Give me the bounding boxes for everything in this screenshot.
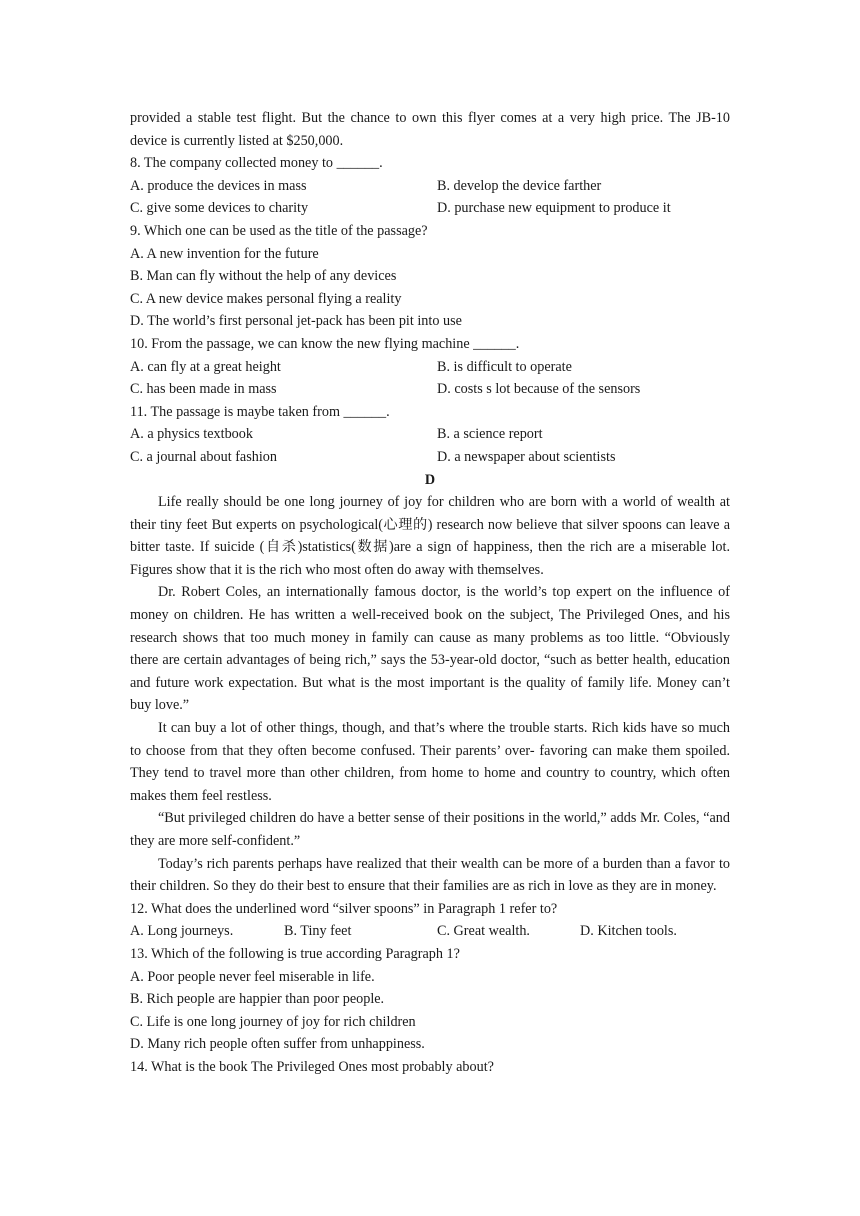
question-11-options-row-1 [130, 423, 730, 446]
question-10-stem: 10. From the passage, we can know the new flying machine ______. [130, 335, 520, 352]
question-13-option-d: D. Many rich people often suffer from unhappiness. [130, 1036, 425, 1053]
passage-d-paragraph-4: “But privileged children do have a better sense of their positions in the world,” adds Mr. Coles, “and they are more self-confident.” [130, 810, 730, 849]
document-page [130, 107, 730, 1079]
question-8-option-c: C. give some devices to charity [130, 200, 309, 217]
question-12-option-a: A. Long journeys. [130, 923, 234, 940]
question-12-options-row [130, 920, 730, 943]
question-10-option-c: C. has been made in mass [130, 381, 277, 398]
passage-d-paragraph-5: Today’s rich parents perhaps have realized that their wealth can be more of a burden than a favor to their children. So they do their best to ensure that their families are as rich in love as they are in money. [130, 855, 730, 895]
question-9-option-a: A. A new invention for the future [130, 245, 319, 262]
section-d-heading: D [424, 471, 436, 488]
question-11-option-c: C. a journal about fashion [130, 448, 277, 465]
question-13-option-a: A. Poor people never feel miserable in life. [130, 968, 375, 985]
question-14-stem: 14. What is the book The Privileged Ones most probably about? [130, 1058, 494, 1075]
question-9-option-d: D. The world’s first personal jet-pack has been pit into use [130, 313, 462, 330]
passage-d-paragraph-2: Dr. Robert Coles, an internationally famous doctor, is the world’s top expert on the influence of money on children. He has written a well-received book on the subject, The Privileged Ones, and his research shows that too much money in family can cause as many problems as too little. “Obviously there are certain advantages of being rich,” says the 53-year-old doctor, “such as better health, education and future work expectation. But what is the most important is the quality of family life. Money can’t buy love.” [130, 584, 730, 714]
question-8-stem: 8. The company collected money to ______. [130, 155, 383, 172]
question-10-option-b: B. is difficult to operate [437, 358, 572, 375]
question-8-option-b: B. develop the device farther [437, 177, 602, 194]
question-10-options-row-2 [130, 378, 730, 401]
question-12-option-d: D. Kitchen tools. [580, 923, 677, 940]
question-8-options-row-1 [130, 175, 730, 198]
passage-c-tail: provided a stable test flight. But the chance to own this flyer comes at a very high price. The JB-10 device is currently listed at $250,000. [130, 110, 730, 149]
question-13-option-c: C. Life is one long journey of joy for rich children [130, 1013, 416, 1030]
question-11-option-a: A. a physics textbook [130, 426, 253, 443]
question-10-options-row-1 [130, 356, 730, 379]
passage-d-paragraph-1: Life really should be one long journey of joy for children who are born with a world of wealth at their tiny feet But experts on psychological(心理的) research now believe that silver spoons can leave a bitter taste. If suicide (自杀)statistics(数据)are a sign of happiness, then the rich are a miserable lot. Figures show that it is the rich who most often do away with themselves. [130, 494, 730, 578]
question-11-option-b: B. a science report [437, 426, 543, 443]
question-8-option-d: D. purchase new equipment to produce it [437, 200, 671, 217]
question-12-option-b: B. Tiny feet [284, 923, 352, 940]
passage-d-paragraph-3: It can buy a lot of other things, though, and that’s where the trouble starts. Rich kids have so much to choose from that they often become confused. Their parents’ over- favoring can make them spoiled. They tend to travel more than other children, from home to home and country to country, which often makes them feel restless. [130, 720, 730, 804]
question-9-stem: 9. Which one can be used as the title of the passage? [130, 222, 428, 239]
question-9-option-b: B. Man can fly without the help of any devices [130, 268, 397, 285]
question-13-option-b: B. Rich people are happier than poor people. [130, 991, 385, 1008]
question-12-stem: 12. What does the underlined word “silver spoons” in Paragraph 1 refer to? [130, 900, 558, 917]
question-8-options-row-2 [130, 197, 730, 220]
question-11-options-row-2 [130, 446, 730, 469]
question-13-stem: 13. Which of the following is true according Paragraph 1? [130, 945, 460, 962]
question-12-option-c: C. Great wealth. [437, 923, 530, 940]
question-11-option-d: D. a newspaper about scientists [437, 448, 616, 465]
question-10-option-d: D. costs s lot because of the sensors [437, 381, 641, 398]
question-9-option-c: C. A new device makes personal flying a reality [130, 290, 402, 307]
question-10-option-a: A. can fly at a great height [130, 358, 281, 375]
question-8-option-a: A. produce the devices in mass [130, 177, 307, 194]
question-11-stem: 11. The passage is maybe taken from ______. [130, 403, 390, 420]
